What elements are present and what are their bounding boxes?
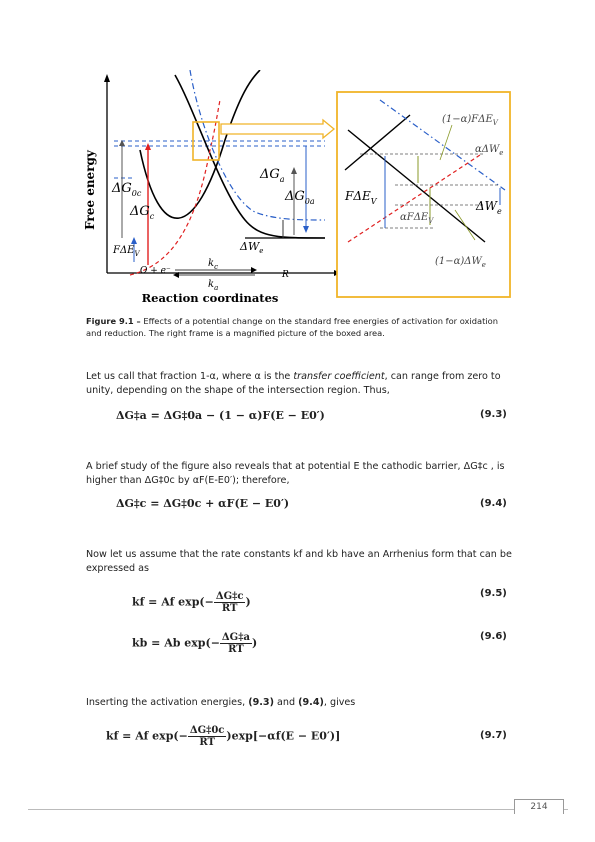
equation-9-6: kb = Ab exp(− $\frac{\Delta G\ddagger a}{RT}$ ) <box>132 632 258 655</box>
equation-9-5-number: (9.5) <box>480 588 507 599</box>
y-axis-arrow-icon <box>104 74 110 82</box>
label-dGc: $\Delta G_c$ <box>130 204 155 221</box>
equation-9-7: kf = Af exp(− $\frac{\Delta G\ddagger 0c}{RT}$ )exp[−αf(E − E0′)] <box>106 725 341 748</box>
figure-caption <box>86 316 516 339</box>
label-dWe: $\Delta W_e$ <box>240 240 264 255</box>
footer-rule <box>28 809 568 810</box>
paragraph-1: Let us call that fraction 1-α, where α is the transfer coefficient, can range from zero to unity, depending on the shape of the intersection region. Thus, <box>86 371 501 396</box>
caption-text: Effects of a potential change on the standard free energies of activation for oxidation and reduction. The right frame is a magnified picture of the boxed area. <box>86 316 498 338</box>
fraction-9-6: $\frac{\Delta G\ddagger a}{RT}$ <box>221 632 250 655</box>
mag-label-dWe: $\Delta W_e$ <box>476 199 502 216</box>
equation-9-4-number: (9.4) <box>480 498 507 509</box>
fraction-9-5: $\frac{\Delta G\ddagger c}{RT}$ <box>215 591 244 614</box>
equation-9-7-number: (9.7) <box>480 730 507 741</box>
label-R: R <box>282 270 289 280</box>
caption-label: Figure 9.1 – <box>86 316 141 326</box>
mag-label-top: $(1-\alpha)F\Delta E_V$ <box>442 114 498 127</box>
mag-label-alpha-FdEv: αFΔE$_V$ <box>400 212 434 225</box>
x-axis-label: Reaction coordinates <box>141 291 279 305</box>
equation-9-6-number: (9.6) <box>480 631 507 642</box>
label-dGa: $\Delta G_a$ <box>260 167 285 184</box>
equation-9-4: ΔG‡c = ΔG‡0c + αF(E − E0′) <box>116 497 290 510</box>
paragraph-4: Inserting the activation energies, (9.3) and (9.4), gives <box>86 697 356 708</box>
product-curve <box>175 75 325 238</box>
mag-label-one-minus-alpha-dWe: $(1-\alpha)\Delta W_e$ <box>435 256 486 269</box>
figure-9-1 <box>80 70 512 310</box>
transfer-coefficient-term: transfer coefficient <box>293 371 385 382</box>
magnify-arrow-icon <box>221 120 334 138</box>
mag-label-FdEv: $F\Delta E_V$ <box>345 189 377 206</box>
paragraph-2: A brief study of the figure also reveals that at potential E the cathodic barrier, ΔG‡c , is higher than ΔG‡0c by αF(E-E0′); therefore, <box>86 461 505 486</box>
label-kc: $k_c$ <box>208 258 218 271</box>
label-dG0a: $\Delta G_{0a}$ <box>285 189 315 206</box>
fraction-9-7: $\frac{\Delta G\ddagger 0c}{RT}$ <box>189 725 225 748</box>
reactant-curve <box>140 70 260 218</box>
label-FdEv: $F\Delta E_V$ <box>113 245 140 258</box>
ref-9-4: (9.4) <box>298 697 324 708</box>
mag-label-alpha-dWe: αΔW$_e$ <box>475 144 504 157</box>
label-dG0c: $\Delta G_{0c}$ <box>112 181 142 198</box>
equation-9-5: kf = Af exp(− $\frac{\Delta G\ddagger c}{RT}$ ) <box>132 591 251 614</box>
label-ka: $k_a$ <box>208 279 219 292</box>
equation-9-3-number: (9.3) <box>480 409 507 420</box>
page-number: 214 <box>514 799 564 814</box>
equation-9-3: ΔG‡a = ΔG‡0a − (1 − α)F(E − E0′) <box>116 409 325 422</box>
paragraph-3: Now let us assume that the rate constants kf and kb have an Arrhenius form that can be expressed as <box>86 549 512 574</box>
label-O-e: O + e⁻ <box>140 266 171 276</box>
y-axis-label: Free energy <box>83 150 97 230</box>
ref-9-3: (9.3) <box>248 697 274 708</box>
